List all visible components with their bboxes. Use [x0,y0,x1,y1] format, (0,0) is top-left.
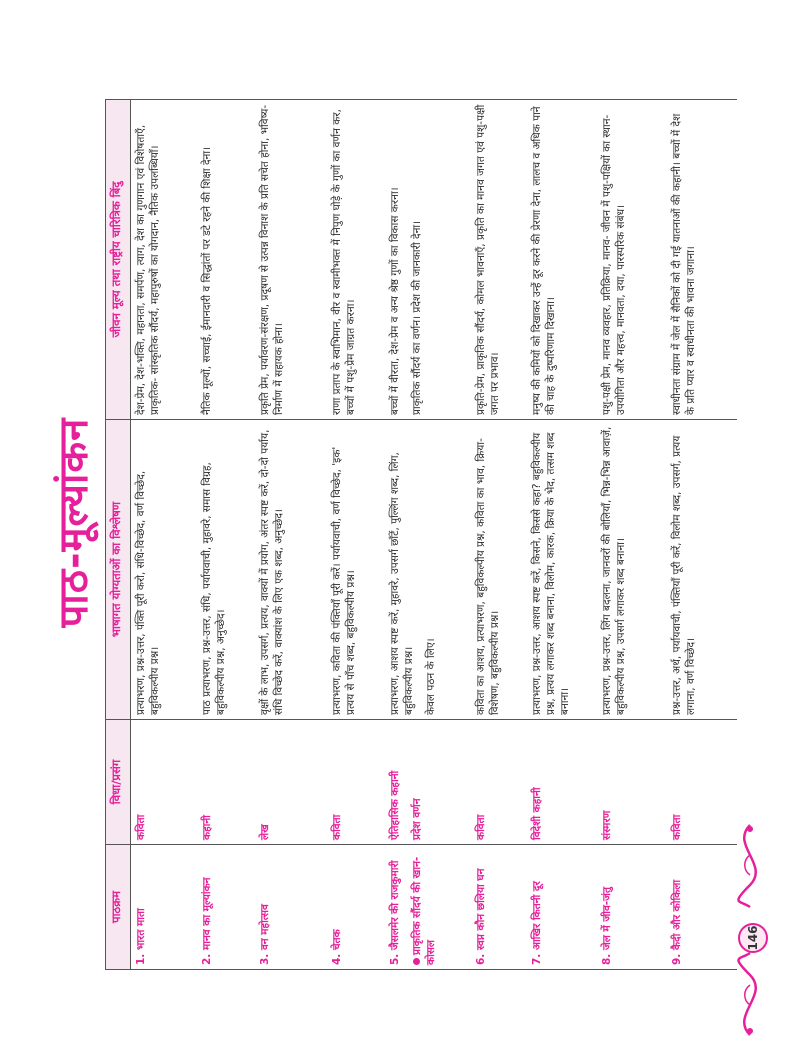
page-number: 146 [738,923,768,953]
table-row [597,100,667,970]
lesson-name: 3. वन महोत्सव [255,845,327,970]
lesson-skills: प्रत्याभरण, प्रश्न-उत्तर, पंक्ति पूरी करो, संधि-विच्छेद, वर्ण विच्छेद, बहुविकल्पीय प्रश्न। [131,420,197,720]
lesson-name: 5. जैसलमेर की राजकुमारी [388,860,401,965]
lesson-values: पशु-पक्षी प्रेम, मानव व्यवहार, प्रतिक्रिया, मानव- जीवन में पशु-पक्षियों का स्थान-उपयोगिता और महत्त्व, मानवता, दया, पारस्परिक संबंध। [597,100,667,420]
lesson-skills: वृक्षों के लाभ, उपसर्ग, प्रत्यय, वाक्यों में प्रयोग, अंतर स्पष्ट करें, दो-दो पर्याय, संधि विच्छेद करें, वाक्यांश के लिए एक शब्द, अनुच्छेद। [255,420,327,720]
lesson-genre: विदेशी कहानी [527,720,597,845]
lesson-values: राणा प्रताप के स्वाभिमान, वीर व स्वामीभक्त में निपुण घोड़े के गुणों का वर्णन कर, बच्चों में पशु-प्रेम जाग्रत करना। [327,100,385,420]
table-header-row [106,100,131,970]
lesson-genre: कहानी [197,720,255,845]
bullet-icon [413,958,420,965]
lesson-values: स्वाधीनता संग्राम में जेल में सैनिकों को दी गई यातनाओं की कहानी। बच्चों में देश के प्रति प्यार व स्वाधीनता की भावना जगाना। [667,100,737,420]
lesson-genre: कविता [667,720,737,845]
lesson-values-secondary: प्राकृतिक सौंदर्य का वर्णन। प्रदेश की जानकारी देना। [410,220,423,415]
lesson-name: 8. जेल में जीव-जंतु [597,845,667,970]
lesson-genre: कविता [327,720,385,845]
lesson-values: प्रकृति-प्रेम, प्राकृतिक सौंदर्य, कोमल भावनाएँ, प्रकृति का मानव जगत एवं पशु-पक्षी जगत पर प्रभाव। [471,100,527,420]
table-row [255,100,327,970]
lesson-name: 2. मानव का मूल्यांकन [197,845,255,970]
lesson-genre: कविता [471,720,527,845]
lesson-values: मनुष्य की कमियों को दिखाकर उन्हें दूर करने की प्रेरणा देना, लालच व अधिक पाने की चाह के दुष्परिणाम दिखाना। [527,100,597,420]
lesson-values: बच्चों में वीरता, देश-प्रेम व अन्य श्रेष्ठ गुणों का विकास करना। [388,187,401,415]
lesson-skills: पाठ प्रत्याभरण, प्रश्न-उत्तर, संधि, पर्यायवाची, मुहावरे, समास विग्रह, बहुविकल्पीय प्रश्न, अनुच्छेद। [197,420,255,720]
lesson-name: 1. भारत माता [131,845,197,970]
lesson-values: नैतिक मूल्यों, सच्चाई, ईमानदारी व सिद्धांतों पर डटे रहने की शिक्षा देना। [197,100,255,420]
lesson-skills: प्रत्याभरण, कविता की पंक्तियाँ पूरी करें। पर्यायवाची, वर्ण विच्छेद, 'इक' प्रत्यय से पाँच शब्द, बहुविकल्पीय प्रश्न। [327,420,385,720]
evaluation-table [105,99,737,970]
lesson-name: 9. कैदी और कोकिला [667,845,737,970]
lesson-name-secondary: प्राकृतिक सौंदर्य की खान-कोसल [410,856,437,965]
header-values: जीवन मूल्य तथा राष्ट्रीय चारित्रिक बिंदु [106,100,131,420]
table-row [327,100,385,970]
lesson-skills: प्रत्याभरण, प्रश्न-उत्तर, आशय स्पष्ट करें, किसने, किससे कहा? बहुविकल्पीय प्रश्न, प्रत्यय लगाकर शब्द बनाना, विलोम, कारक, क्रिया के भेद, तत्सम शब्द बनाना। [527,420,597,720]
lesson-skills: प्रत्याभरण, आशय स्पष्ट करें, मुहावरे, उपसर्ग छाँटें, पुल्लिंग शब्द, लिंग, बहुविकल्पीय प्रश्न। [388,452,415,715]
table-row [471,100,527,970]
lesson-name: 4. चेतक [327,845,385,970]
lesson-name: 7. आखिर कितनी दूर [527,845,597,970]
lesson-skills: कविता का आशय, प्रत्याभरण, बहुविकल्पीय प्रश्न, कविता का भाव, क्रिया-विशेषण, बहुविकल्पीय प्रश्न। [471,420,527,720]
table-row [131,100,197,970]
lesson-skills: प्रश्न-उत्तर, अर्थ, पर्यायवाची, पंक्तियाँ पूरी करें, विलोम शब्द, उपसर्ग, प्रत्यय लगाना, वर्ण विच्छेद। [667,420,737,720]
lesson-genre: लेख [255,720,327,845]
lesson-name: 6. स्वप्न कौन छलिया घन [471,845,527,970]
lesson-genre: कविता [131,720,197,845]
lesson-genre: संस्मरण [597,720,667,845]
header-skills: भाषागत योग्यताओं का विश्लेषण [106,420,131,720]
header-genre: विधा/प्रसंग [106,720,131,845]
lesson-values: प्रकृति प्रेम, पर्यावरण-संरक्षण, प्रदूषण से उत्पन्न विनाश के प्रति सचेत होना, भविष्य-निर्माण में सहायक होना। [255,100,327,420]
lesson-genre-secondary: प्रदेश वर्णन [410,798,423,840]
lesson-skills-secondary: केवल पठन के लिए। [424,638,437,715]
header-lesson: पाठक्रम [106,845,131,970]
table-row [527,100,597,970]
page-title: पाठ-मूल्यांकन [51,417,97,628]
lesson-skills: प्रत्याभरण, प्रश्न-उत्तर, लिंग बदलना, जानवरों की बोलियाँ, भिन्न-भिन्न आवाज़ें, बहुविकल्पीय प्रश्न, उपसर्ग लगाकर शब्द बनाना। [597,420,667,720]
lesson-values: देश-प्रेम, देश-भक्ति, महानता, समर्पण, त्याग, देश का गुणगान एवं विशेषताएँ, प्राकृतिक- सांस्कृतिक सौंदर्य, महापुरुषों का योगदान, नैतिक उपलब्धियाँ। [131,100,197,420]
lesson-genre: ऐतिहासिक कहानी [388,770,401,840]
table-row [197,100,255,970]
table-row [385,100,471,970]
